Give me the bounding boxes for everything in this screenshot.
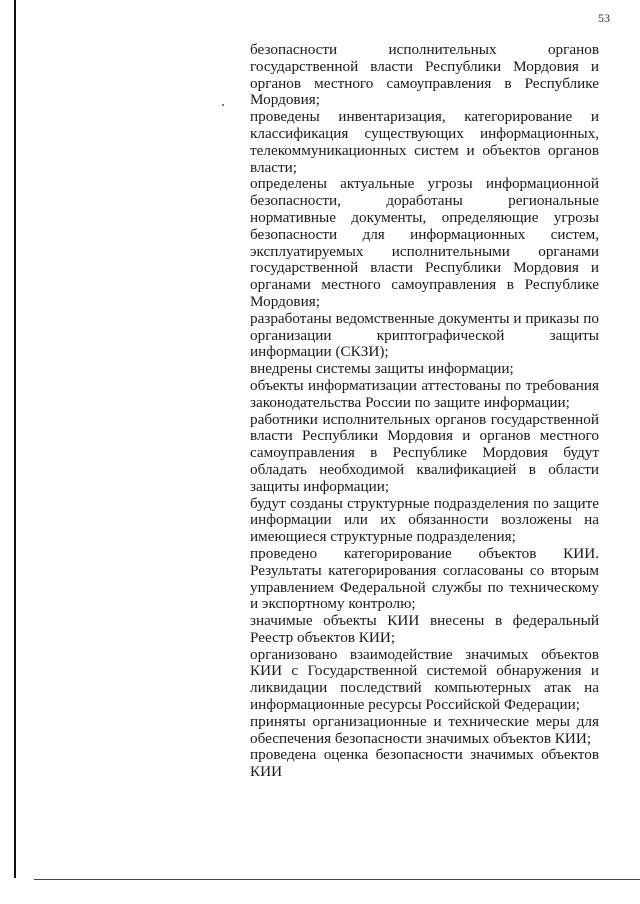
text-line: проведены инвентаризация, категорирование и (250, 109, 599, 126)
text-line: проведено категорирование объектов КИИ. (250, 545, 599, 562)
text-line: государственной власти Республики Мордовия и (250, 260, 599, 277)
text-line: классификация существующих информационных, (250, 125, 599, 142)
text-line: Реестр объектов КИИ; (250, 629, 396, 646)
text-line: обладать необходимой квалификацией в области (250, 461, 599, 478)
text-line: информации (СКЗИ); (250, 344, 389, 361)
text-line: проведена оценка безопасности значимых объектов (250, 747, 599, 764)
text-line: информации или их обязанности возложены на (250, 512, 599, 529)
scan-left-border (14, 0, 16, 878)
text-line: внедрены системы защиты информации; (250, 361, 514, 378)
text-line: работники исполнительных органов государственной (250, 411, 599, 428)
scan-bottom-border (34, 879, 640, 880)
text-line: власти Республики Мордовия и органов местного (250, 428, 599, 445)
text-line: КИИ (250, 764, 283, 781)
text-line: безопасности для информационных систем, (250, 226, 599, 243)
text-line: безопасности, доработаны региональные (250, 193, 599, 210)
text-line: безопасности исполнительных органов (250, 42, 599, 58)
text-line: объекты информатизации аттестованы по требования (250, 377, 599, 394)
text-line: государственной власти Республики Мордовия и (250, 58, 599, 75)
text-line: и экспортному контролю; (250, 596, 416, 613)
text-line: органов местного самоуправления в Республике (250, 75, 599, 92)
scan-speck (222, 104, 224, 106)
text-line: защиты информации; (250, 478, 390, 495)
text-line: самоуправления в Республике Мордовия будут (250, 445, 599, 462)
text-line: власти; (250, 159, 298, 176)
text-line: Мордовия; (250, 92, 320, 109)
document-body (250, 42, 599, 781)
text-line: Мордовия; (250, 293, 320, 310)
text-line: информационные ресурсы Российской Федерации; (250, 697, 580, 714)
text-line: нормативные документы, определяющие угрозы (250, 209, 599, 226)
text-line: значимые объекты КИИ внесены в федеральный (250, 613, 599, 630)
text-line: КИИ с Государственной системой обнаружения и (250, 663, 599, 680)
text-line: эксплуатируемых исполнительными органами (250, 243, 599, 260)
text-line: приняты организационные и технические меры для (250, 713, 599, 730)
text-line: разработаны ведомственные документы и приказы по (250, 310, 599, 327)
text-line: телекоммуникационных систем и объектов органов (250, 142, 599, 159)
text-line: организовано взаимодействие значимых объектов (250, 646, 599, 663)
page-number: 53 (598, 11, 610, 25)
text-line: организации криптографической защиты (250, 327, 599, 344)
text-line: определены актуальные угрозы информационной (250, 176, 599, 193)
text-line: обеспечения безопасности значимых объектов КИИ; (250, 730, 592, 747)
text-line: ликвидации последствий компьютерных атак на (250, 680, 599, 697)
text-line: законодательства России по защите информации; (250, 394, 570, 411)
text-line: управлением Федеральной службы по техническому (250, 579, 599, 596)
text-line: будут созданы структурные подразделения по защите (250, 495, 599, 512)
text-line: имеющиеся структурные подразделения; (250, 529, 516, 546)
text-line: органами местного самоуправления в Республике (250, 277, 599, 294)
text-line: Результаты категорирования согласованы со вторым (250, 562, 599, 579)
